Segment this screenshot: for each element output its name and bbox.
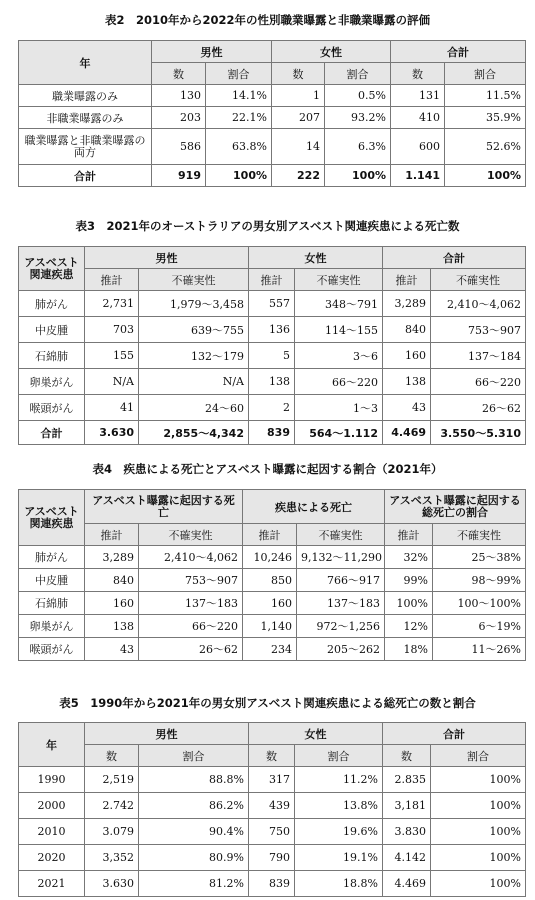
cell: 66～220 [139, 615, 243, 638]
cell: 100% [385, 592, 433, 615]
cell: 600 [391, 129, 445, 165]
cell: 839 [249, 421, 295, 445]
cell: 557 [249, 291, 295, 317]
cell: 207 [272, 107, 325, 129]
cell: 93.2% [325, 107, 391, 129]
table3 [18, 246, 526, 445]
cell: 4.469 [383, 871, 431, 897]
header-uncertainty: 不確実性 [139, 269, 249, 291]
header-year: 年 [19, 723, 85, 767]
header-female: 女性 [249, 723, 383, 745]
cell: 5 [249, 343, 295, 369]
cell: 753～907 [431, 317, 526, 343]
cell: 160 [383, 343, 431, 369]
row-label: 卵巣がん [19, 615, 85, 638]
cell: 753～907 [139, 569, 243, 592]
cell: 2,519 [85, 767, 139, 793]
cell: 131 [391, 85, 445, 107]
cell: 1 [272, 85, 325, 107]
cell: 2.835 [383, 767, 431, 793]
row-label: 卵巣がん [19, 369, 85, 395]
row-label: 非職業曝露のみ [19, 107, 152, 129]
header-total: 合計 [383, 723, 526, 745]
header-uncertainty: 不確実性 [295, 269, 383, 291]
cell: 790 [249, 845, 295, 871]
cell: 138 [85, 615, 139, 638]
cell: 3.630 [85, 421, 139, 445]
row-label: 中皮腫 [19, 317, 85, 343]
row-label: 職業曝露と非職業曝露の両方 [19, 129, 152, 165]
table4-caption: 表4 疾患による死亡とアスベスト曝露に起因する割合（2021年） [92, 462, 443, 476]
cell: 100% [431, 767, 526, 793]
cell: 22.1% [206, 107, 272, 129]
cell: 43 [383, 395, 431, 421]
row-label: 石綿肺 [19, 592, 85, 615]
cell: 3.550～5.310 [431, 421, 526, 445]
total-row [19, 421, 526, 445]
cell: 100% [431, 845, 526, 871]
cell: 100% [445, 165, 526, 187]
cell: 4.469 [383, 421, 431, 445]
cell: 130 [152, 85, 206, 107]
header-year: 年 [19, 41, 152, 85]
header-uncertainty: 不確実性 [139, 524, 243, 546]
header-uncertainty: 不確実性 [297, 524, 385, 546]
cell: 52.6% [445, 129, 526, 165]
header-asbestos-ratio: アスベスト曝露に起因する総死亡の割合 [385, 490, 526, 524]
cell: 348～791 [295, 291, 383, 317]
cell: 3,289 [85, 546, 139, 569]
cell: 138 [383, 369, 431, 395]
cell: 1.141 [391, 165, 445, 187]
table-row [19, 615, 526, 638]
header-ratio: 割合 [295, 745, 383, 767]
header-disease: アスベスト関連疾患 [19, 490, 85, 546]
row-label: 2010 [19, 819, 85, 845]
cell: 222 [272, 165, 325, 187]
cell: 3,352 [85, 845, 139, 871]
row-label: 2021 [19, 871, 85, 897]
cell: 26～62 [431, 395, 526, 421]
header-count: 数 [249, 745, 295, 767]
cell: 137～183 [297, 592, 385, 615]
cell: 35.9% [445, 107, 526, 129]
header-count: 数 [85, 745, 139, 767]
row-label: 中皮腫 [19, 569, 85, 592]
table2 [18, 40, 526, 187]
cell: 13.8% [295, 793, 383, 819]
cell: 6～19% [433, 615, 526, 638]
cell: 86.2% [139, 793, 249, 819]
row-label: 2020 [19, 845, 85, 871]
table-row [19, 107, 526, 129]
cell: 3.079 [85, 819, 139, 845]
row-label: 肺がん [19, 291, 85, 317]
cell: 19.1% [295, 845, 383, 871]
row-label: 喉頭がん [19, 638, 85, 661]
row-label: 合計 [19, 165, 152, 187]
cell: 317 [249, 767, 295, 793]
cell: 919 [152, 165, 206, 187]
cell: 100% [431, 793, 526, 819]
cell: 766～917 [297, 569, 385, 592]
cell: 703 [85, 317, 139, 343]
header-male: 男性 [152, 41, 272, 63]
table5 [18, 722, 526, 897]
header-total: 合計 [383, 247, 526, 269]
table-row [19, 317, 526, 343]
cell: N/A [85, 369, 139, 395]
cell: 11.2% [295, 767, 383, 793]
row-label: 石綿肺 [19, 343, 85, 369]
cell: 26～62 [139, 638, 243, 661]
cell: 205～262 [297, 638, 385, 661]
cell: 18.8% [295, 871, 383, 897]
table-row [19, 871, 526, 897]
cell: 19.6% [295, 819, 383, 845]
header-asbestos-deaths: アスベスト曝露に起因する死亡 [85, 490, 243, 524]
cell: 12% [385, 615, 433, 638]
table-row [19, 546, 526, 569]
cell: 840 [383, 317, 431, 343]
cell: 1,979～3,458 [139, 291, 249, 317]
total-row [19, 165, 526, 187]
cell: 43 [85, 638, 139, 661]
cell: 3,289 [383, 291, 431, 317]
header-count: 数 [383, 745, 431, 767]
cell: 24～60 [139, 395, 249, 421]
cell: 100% [206, 165, 272, 187]
cell: 81.2% [139, 871, 249, 897]
cell: 98～99% [433, 569, 526, 592]
table-row [19, 343, 526, 369]
row-label: 1990 [19, 767, 85, 793]
cell: 3～6 [295, 343, 383, 369]
cell: 1～3 [295, 395, 383, 421]
header-female: 女性 [272, 41, 391, 63]
cell: 750 [249, 819, 295, 845]
cell: 2.742 [85, 793, 139, 819]
header-disease: アスベスト関連疾患 [19, 247, 85, 291]
cell: 9,132～11,290 [297, 546, 385, 569]
header-estimate: 推計 [243, 524, 297, 546]
row-label: 喉頭がん [19, 395, 85, 421]
table-row [19, 291, 526, 317]
row-label: 合計 [19, 421, 85, 445]
cell: 3.830 [383, 819, 431, 845]
header-total: 合計 [391, 41, 526, 63]
cell: 11～26% [433, 638, 526, 661]
cell: 137～183 [139, 592, 243, 615]
cell: N/A [139, 369, 249, 395]
cell: 99% [385, 569, 433, 592]
cell: 160 [243, 592, 297, 615]
cell: 6.3% [325, 129, 391, 165]
cell: 586 [152, 129, 206, 165]
header-female: 女性 [249, 247, 383, 269]
cell: 155 [85, 343, 139, 369]
cell: 137～184 [431, 343, 526, 369]
header-estimate: 推計 [85, 269, 139, 291]
row-label: 2000 [19, 793, 85, 819]
header-ratio: 割合 [325, 63, 391, 85]
table-row [19, 395, 526, 421]
header-ratio: 割合 [206, 63, 272, 85]
table5-caption: 表5 1990年から2021年の男女別アスベスト関連疾患による総死亡の数と割合 [59, 696, 476, 710]
header-count: 数 [272, 63, 325, 85]
cell: 114～155 [295, 317, 383, 343]
cell: 840 [85, 569, 139, 592]
cell: 32% [385, 546, 433, 569]
cell: 100% [431, 871, 526, 897]
cell: 4.142 [383, 845, 431, 871]
cell: 136 [249, 317, 295, 343]
table-row [19, 569, 526, 592]
cell: 18% [385, 638, 433, 661]
table-row [19, 85, 526, 107]
header-count: 数 [391, 63, 445, 85]
cell: 90.4% [139, 819, 249, 845]
header-ratio: 割合 [431, 745, 526, 767]
cell: 100% [431, 819, 526, 845]
cell: 439 [249, 793, 295, 819]
header-uncertainty: 不確実性 [433, 524, 526, 546]
cell: 80.9% [139, 845, 249, 871]
cell: 1,140 [243, 615, 297, 638]
cell: 410 [391, 107, 445, 129]
cell: 2,410～4,062 [139, 546, 243, 569]
cell: 0.5% [325, 85, 391, 107]
table-row [19, 845, 526, 871]
header-uncertainty: 不確実性 [431, 269, 526, 291]
table-row [19, 369, 526, 395]
cell: 138 [249, 369, 295, 395]
table-row [19, 819, 526, 845]
table2-caption: 表2 2010年から2022年の性別職業曝露と非職業曝露の評価 [104, 13, 430, 27]
cell: 564～1.112 [295, 421, 383, 445]
header-estimate: 推計 [249, 269, 295, 291]
cell: 234 [243, 638, 297, 661]
table-row [19, 592, 526, 615]
header-estimate: 推計 [385, 524, 433, 546]
cell: 14.1% [206, 85, 272, 107]
cell: 2 [249, 395, 295, 421]
cell: 639～755 [139, 317, 249, 343]
header-count: 数 [152, 63, 206, 85]
header-male: 男性 [85, 247, 249, 269]
header-ratio: 割合 [139, 745, 249, 767]
table4 [18, 489, 526, 661]
cell: 66～220 [431, 369, 526, 395]
header-ratio: 割合 [445, 63, 526, 85]
table-row [19, 767, 526, 793]
header-estimate: 推計 [383, 269, 431, 291]
cell: 66～220 [295, 369, 383, 395]
table-row [19, 638, 526, 661]
row-label: 職業曝露のみ [19, 85, 152, 107]
table-row [19, 793, 526, 819]
cell: 11.5% [445, 85, 526, 107]
cell: 14 [272, 129, 325, 165]
cell: 972～1,256 [297, 615, 385, 638]
row-label: 肺がん [19, 546, 85, 569]
table-row [19, 129, 526, 165]
cell: 3,181 [383, 793, 431, 819]
table3-caption: 表3 2021年のオーストラリアの男女別アスベスト関連疾患による死亡数 [75, 219, 460, 233]
cell: 160 [85, 592, 139, 615]
cell: 2,855～4,342 [139, 421, 249, 445]
cell: 203 [152, 107, 206, 129]
cell: 10,246 [243, 546, 297, 569]
cell: 41 [85, 395, 139, 421]
cell: 100～100% [433, 592, 526, 615]
header-male: 男性 [85, 723, 249, 745]
cell: 850 [243, 569, 297, 592]
cell: 3.630 [85, 871, 139, 897]
header-disease-deaths: 疾患による死亡 [243, 490, 385, 524]
cell: 100% [325, 165, 391, 187]
cell: 88.8% [139, 767, 249, 793]
header-estimate: 推計 [85, 524, 139, 546]
cell: 2,731 [85, 291, 139, 317]
cell: 25～38% [433, 546, 526, 569]
cell: 132～179 [139, 343, 249, 369]
cell: 839 [249, 871, 295, 897]
cell: 63.8% [206, 129, 272, 165]
cell: 2,410～4,062 [431, 291, 526, 317]
